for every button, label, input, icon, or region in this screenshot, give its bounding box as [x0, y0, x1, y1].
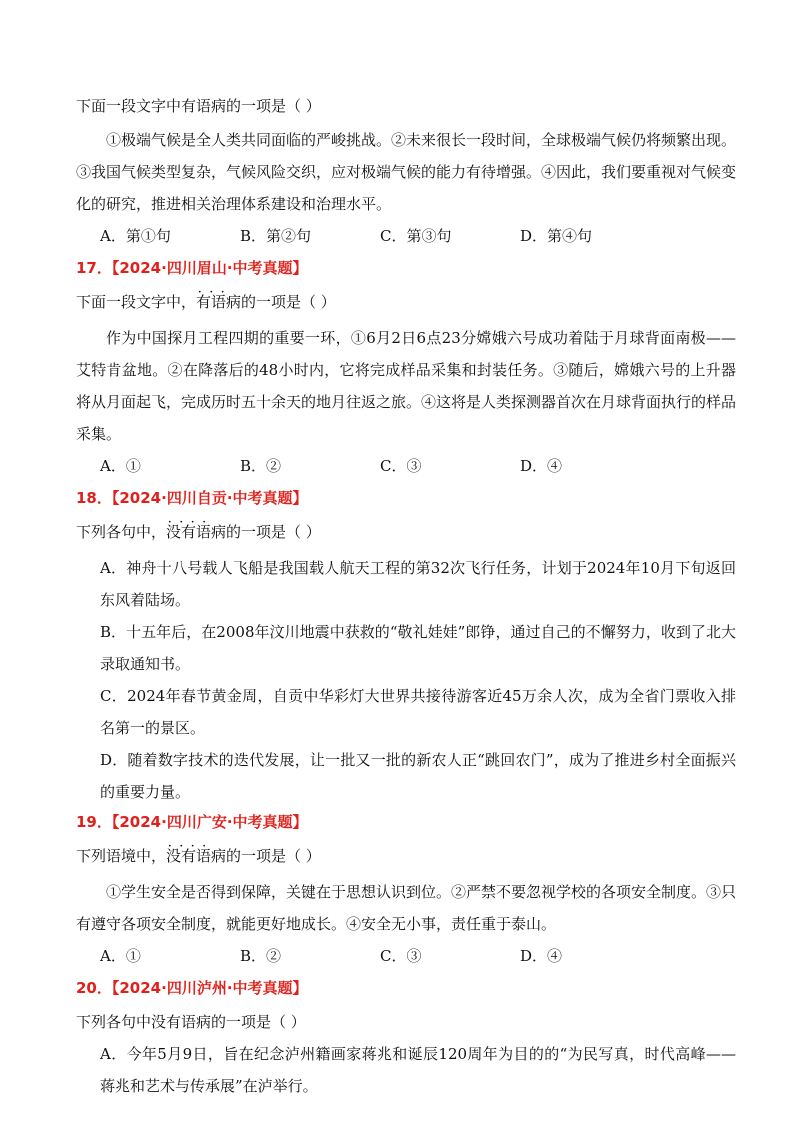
- q18-stem-post: 的一项是（ ）: [226, 523, 321, 541]
- q17-stem-emphasis: • • • 有语病: [196, 292, 241, 312]
- q19-stem-emphasis: • • • • 没有语病: [166, 846, 226, 866]
- q16-option-a[interactable]: A．第①句: [100, 227, 171, 245]
- q17-option-c[interactable]: C．③: [380, 457, 422, 475]
- q17-options: [100, 456, 736, 476]
- q19-stem: [76, 846, 736, 866]
- q17-header: 17．【2024·四川眉山·中考真题】: [76, 259, 308, 277]
- q18-header: 18．【2024·四川自贡·中考真题】: [76, 489, 308, 507]
- q16-passage: ①极端气候是全人类共同面临的严峻挑战。②未来很长一段时间，全球极端气候仍将频繁出现。③我国气候类型复杂，气候风险交织，应对极端气候的能力有待增强。④因此，我们要重视对气候变化的研究，推进相关治理体系建设和治理水平。: [76, 131, 737, 213]
- q16-option-d[interactable]: D．第④句: [520, 227, 593, 245]
- q19-stem-post: 的一项是（ ）: [226, 847, 321, 865]
- q16-options: [100, 226, 736, 246]
- q17-option-a[interactable]: A．①: [100, 457, 141, 475]
- q18-option-d[interactable]: D．随着数字技术的迭代发展，让一批又一批的新农人正“跳回农门”，成为了推进乡村全面振兴的重要力量。: [100, 751, 736, 801]
- q19-option-b[interactable]: B．②: [240, 947, 282, 965]
- q20-header: 20．【2024·四川泸州·中考真题】: [76, 979, 308, 997]
- q17-stem: [76, 292, 736, 312]
- q16-stem: 下面一段文字中有语病的一项是（ ）: [76, 97, 321, 115]
- q19-option-a[interactable]: A．①: [100, 947, 141, 965]
- q19-options: [100, 946, 736, 966]
- q19-option-c[interactable]: C．③: [380, 947, 422, 965]
- q16-option-b[interactable]: B．第②句: [240, 227, 312, 245]
- q20-stem: 下列各句中没有语病的一项是（ ）: [76, 1013, 306, 1031]
- q20-option-a[interactable]: A．今年5月9日，旨在纪念泸州籍画家蒋兆和诞辰120周年为目的的“为民写真，时代高峰——蒋兆和艺术与传承展”在泸举行。: [100, 1045, 736, 1095]
- q17-passage: 作为中国探月工程四期的重要一环，①6月2日6点23分嫦娥六号成功着陆于月球背面南极——艾特肯盆地。②在降落后的48小时内，它将完成样品采集和封装任务。③随后，嫦娥六号的上升器将从月面起飞，完成历时五十余天的地月往返之旅。④这将是人类探测器首次在月球背面执行的样品采集。: [76, 329, 737, 443]
- q18-stem-emphasis: • • • • 没有语病: [166, 522, 226, 542]
- q19-header: 19．【2024·四川广安·中考真题】: [76, 813, 308, 831]
- q17-option-b[interactable]: B．②: [240, 457, 282, 475]
- q18-stem-pre: 下列各句中，: [76, 523, 167, 541]
- q16-option-c[interactable]: C．第③句: [380, 227, 452, 245]
- q19-passage: ①学生安全是否得到保障，关键在于思想认识到位。②严禁不要忽视学校的各项安全制度。③只有遵守各项安全制度，就能更好地成长。④安全无小事，责任重于泰山。: [76, 883, 737, 933]
- q17-option-d[interactable]: D．④: [520, 457, 563, 475]
- q18-option-c[interactable]: C．2024年春节黄金周，自贡中华彩灯大世界共接待游客近45万余人次，成为全省门票收入排名第一的景区。: [100, 687, 736, 737]
- q17-stem-pre: 下面一段文字中，: [76, 293, 197, 311]
- q18-stem: [76, 522, 736, 542]
- q19-option-d[interactable]: D．④: [520, 947, 563, 965]
- q18-option-a[interactable]: A．神舟十八号载人飞船是我国载人航天工程的第32次飞行任务，计划于2024年10月下旬返回东风着陆场。: [100, 559, 736, 609]
- q17-stem-post: 的一项是（ ）: [241, 293, 336, 311]
- q18-option-b[interactable]: B．十五年后，在2008年汶川地震中获救的“敬礼娃娃”郎铮，通过自己的不懈努力，收到了北大录取通知书。: [100, 623, 736, 673]
- document-page: [76, 96, 736, 1102]
- q19-stem-pre: 下列语境中，: [76, 847, 167, 865]
